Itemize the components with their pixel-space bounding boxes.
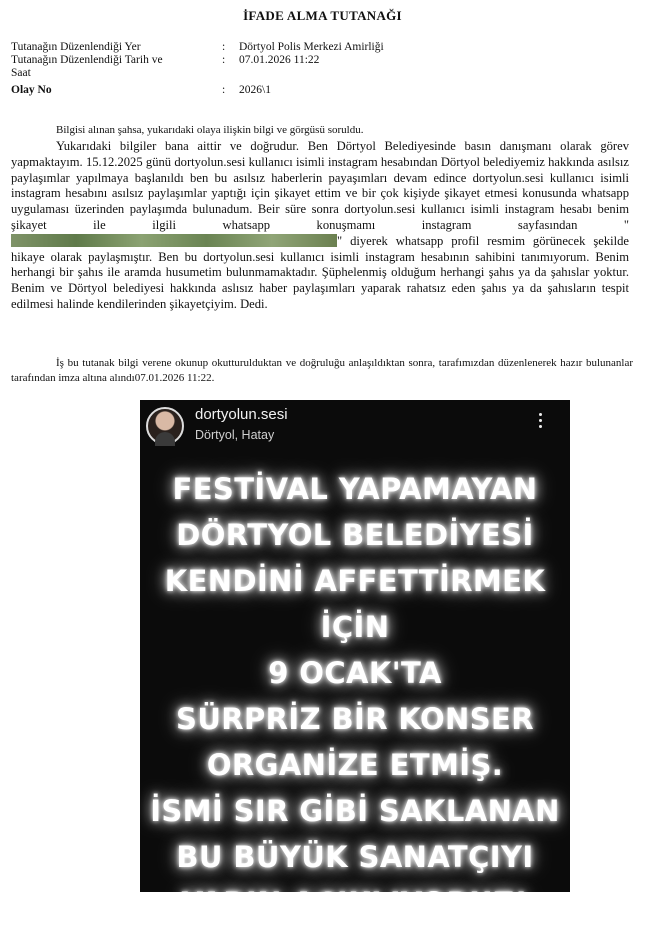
headline-line: KENDİNİ AFFETTİRMEK İÇİN [164, 564, 546, 644]
meta-row [11, 67, 571, 80]
meta-label-time: Saat [11, 67, 31, 79]
headline-line: DÖRTYOL BELEDİYESİ [176, 518, 534, 552]
instagram-story [140, 400, 570, 920]
meta-row: Tutanağın Düzenlendiği Tarih ve : 07.01.2026 11:22 [11, 54, 320, 66]
story-username[interactable]: dortyolun.sesi [195, 406, 288, 423]
headline-line: SÜRPRİZ BİR KONSER [176, 702, 534, 736]
document-title: İFADE ALMA TUTANAĞI [243, 8, 402, 23]
redaction-bar [11, 234, 337, 247]
headline-line: BU BÜYÜK SANATÇIYI [176, 840, 534, 874]
meta-value-date: 07.01.2026 11:22 [239, 54, 320, 66]
headline-line: ORGANİZE ETMİŞ. [206, 748, 504, 782]
statement-document [0, 0, 645, 398]
headline-line: YARIN AÇIKLIYORUZ! [181, 886, 529, 920]
meta-label-case: Olay No [11, 84, 52, 96]
avatar[interactable] [146, 407, 184, 445]
story-location[interactable]: Dörtyol, Hatay [195, 428, 275, 442]
meta-label-date: Tutanağın Düzenlendiği Tarih ve [11, 54, 163, 66]
meta-row: Olay No : 2026\1 [11, 84, 271, 96]
statement-part-2: " diyerek whatsapp profil resmim görünecek şekilde hikaye olarak paylaşmıştır. Ben bu dortyolun.sesi kullanıcı isimli instagram hesabının sahibini tanımıyorum. Benim herhangi bir şahıs ile aramda husumetim bulunmamaktadır. Şüphelenmiş olduğum herhangi şahıs ya da şahıslar yoktur. Benim ve Dörtyol belediyesi hakkında aslısız haber paylaşımları yaparak rahatsız eden şahıs ya da şahısların tespit edilmesi halinde kendilerinden şikayetçiyim. Dedi. [11, 233, 629, 311]
closing-sentence: İş bu tutanak bilgi verene okunup okutturulduktan ve doğruluğu anlaşıldıktan sonra, tarafımızdan düzenlenerek hazır bulunanlar tarafından imza altına alındı07.01.2026 11:22. [11, 357, 633, 384]
headline-line: FESTİVAL YAPAMAYAN [172, 472, 538, 506]
statement-text [11, 139, 629, 313]
meta-value-place: Dörtyol Polis Merkezi Amirliği [239, 41, 384, 53]
meta-label-place: Tutanağın Düzenlendiği Yer [11, 41, 141, 53]
story-headline [140, 466, 570, 926]
closing-text [11, 356, 633, 386]
meta-row: Tutanağın Düzenlendiği Yer : Dörtyol Polis Merkezi Amirliği [11, 41, 384, 53]
document-meta [11, 41, 571, 97]
intro-line: Bilgisi alınan şahsa, yukarıdaki olaya ilişkin bilgi ve görgüsü soruldu. [56, 124, 364, 136]
statement-paragraph [11, 139, 629, 313]
statement-part-1: Yukarıdaki bilgiler bana aittir ve doğrudur. Ben Dörtyol Belediyesinde basın danışmanı olarak görev yapmaktayım. 15.12.2025 günü dortyolun.sesi kullanıcı isimli instagram hesabından Dörtyol belediyemiz hakkında asılsız paylaşımlar yapılmaya başlanıldı ben bu asılsız haberlerin payaşımları devam edince dortyolun.sesi kullanıcı isimli instagram hesabını asılsız paylaşımlar yaptığı için şikayet ettim ve bir çok kişiyde şikayet etmesi konusunda whatsapp uygulaması üzerinden paylaşımda bulunadum. Beir süre sonra dortyolun.sesi kullanıcı isimli instagram hesabı benim şikayet ile ilgili whatsapp konuşmamı instagram sayfasından " [11, 139, 629, 232]
more-options-icon[interactable] [538, 413, 544, 431]
headline-line: 9 OCAK'TA [268, 656, 442, 690]
meta-value-case: 2026\1 [239, 84, 271, 96]
headline-line: İSMİ SIR GİBİ SAKLANAN [150, 794, 560, 828]
